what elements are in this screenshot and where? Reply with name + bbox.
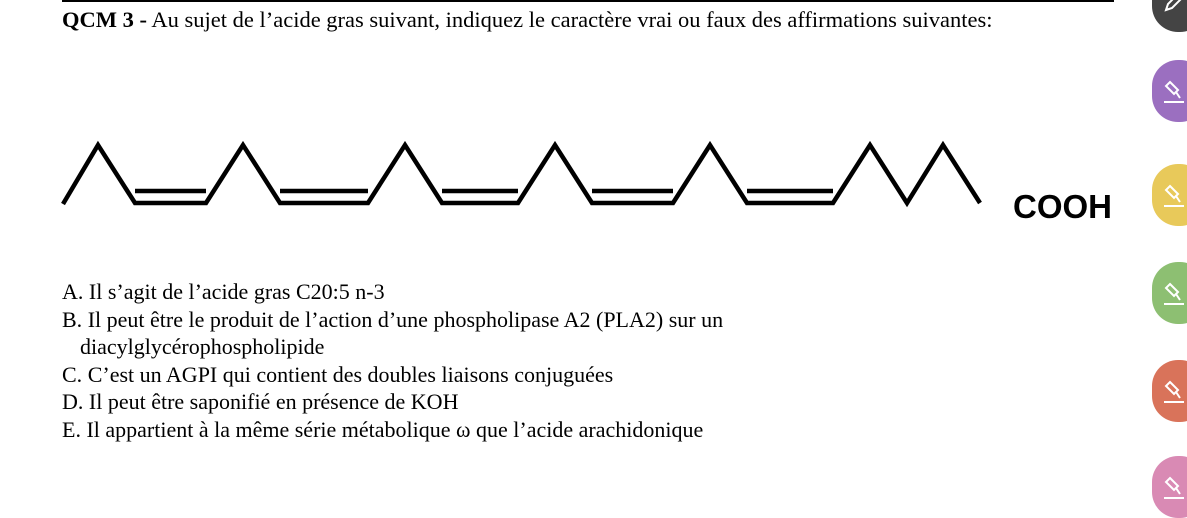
option-c bbox=[62, 361, 1062, 389]
side-tabs bbox=[1136, 0, 1187, 489]
fatty-acid-structure bbox=[55, 135, 1135, 245]
option-e bbox=[62, 416, 1062, 444]
option-letter: D. bbox=[62, 389, 84, 414]
carboxyl-group-label: COOH bbox=[1013, 188, 1112, 225]
option-text: Il appartient à la même série métabolique ω que l’acide arachidonique bbox=[86, 416, 704, 442]
option-a bbox=[62, 278, 1062, 306]
question-text: Au sujet de l’acide gras suivant, indiquez le caractère vrai ou faux des affirmations suivantes: bbox=[146, 7, 993, 32]
question-stem bbox=[62, 4, 1120, 35]
purple-tab[interactable] bbox=[1152, 60, 1187, 122]
option-text: Il s’agit de l’acide gras C20:5 n-3 bbox=[88, 279, 385, 304]
pencil-icon bbox=[1160, 0, 1187, 16]
pink-tab[interactable] bbox=[1152, 456, 1187, 518]
edit-tab[interactable] bbox=[1152, 0, 1187, 32]
option-d bbox=[62, 388, 1062, 416]
microscope-icon bbox=[1160, 472, 1187, 502]
carbon-chain bbox=[63, 145, 980, 204]
answer-options bbox=[62, 278, 1062, 443]
option-letter: C. bbox=[62, 361, 83, 387]
option-b-continuation: diacylglycérophospholipide bbox=[80, 334, 325, 359]
option-text: Il peut être saponifié en présence de KOH bbox=[88, 389, 459, 414]
microscope-icon bbox=[1160, 376, 1187, 406]
option-letter: B. bbox=[62, 306, 83, 332]
yellow-tab[interactable] bbox=[1152, 164, 1187, 226]
top-rule bbox=[62, 0, 1114, 2]
question-label: QCM 3 - bbox=[62, 7, 147, 32]
red-tab[interactable] bbox=[1152, 360, 1187, 422]
microscope-icon bbox=[1160, 180, 1187, 210]
green-tab[interactable] bbox=[1152, 262, 1187, 324]
option-text: Il peut être le produit de l’action d’une phospholipase A2 (PLA2) sur un bbox=[87, 306, 724, 332]
option-text: C’est un AGPI qui contient des doubles liaisons conjuguées bbox=[87, 361, 614, 387]
microscope-icon bbox=[1160, 76, 1187, 106]
microscope-icon bbox=[1160, 278, 1187, 308]
option-letter: A. bbox=[62, 279, 84, 304]
option-letter: E. bbox=[62, 416, 81, 442]
option-b bbox=[62, 306, 1062, 334]
